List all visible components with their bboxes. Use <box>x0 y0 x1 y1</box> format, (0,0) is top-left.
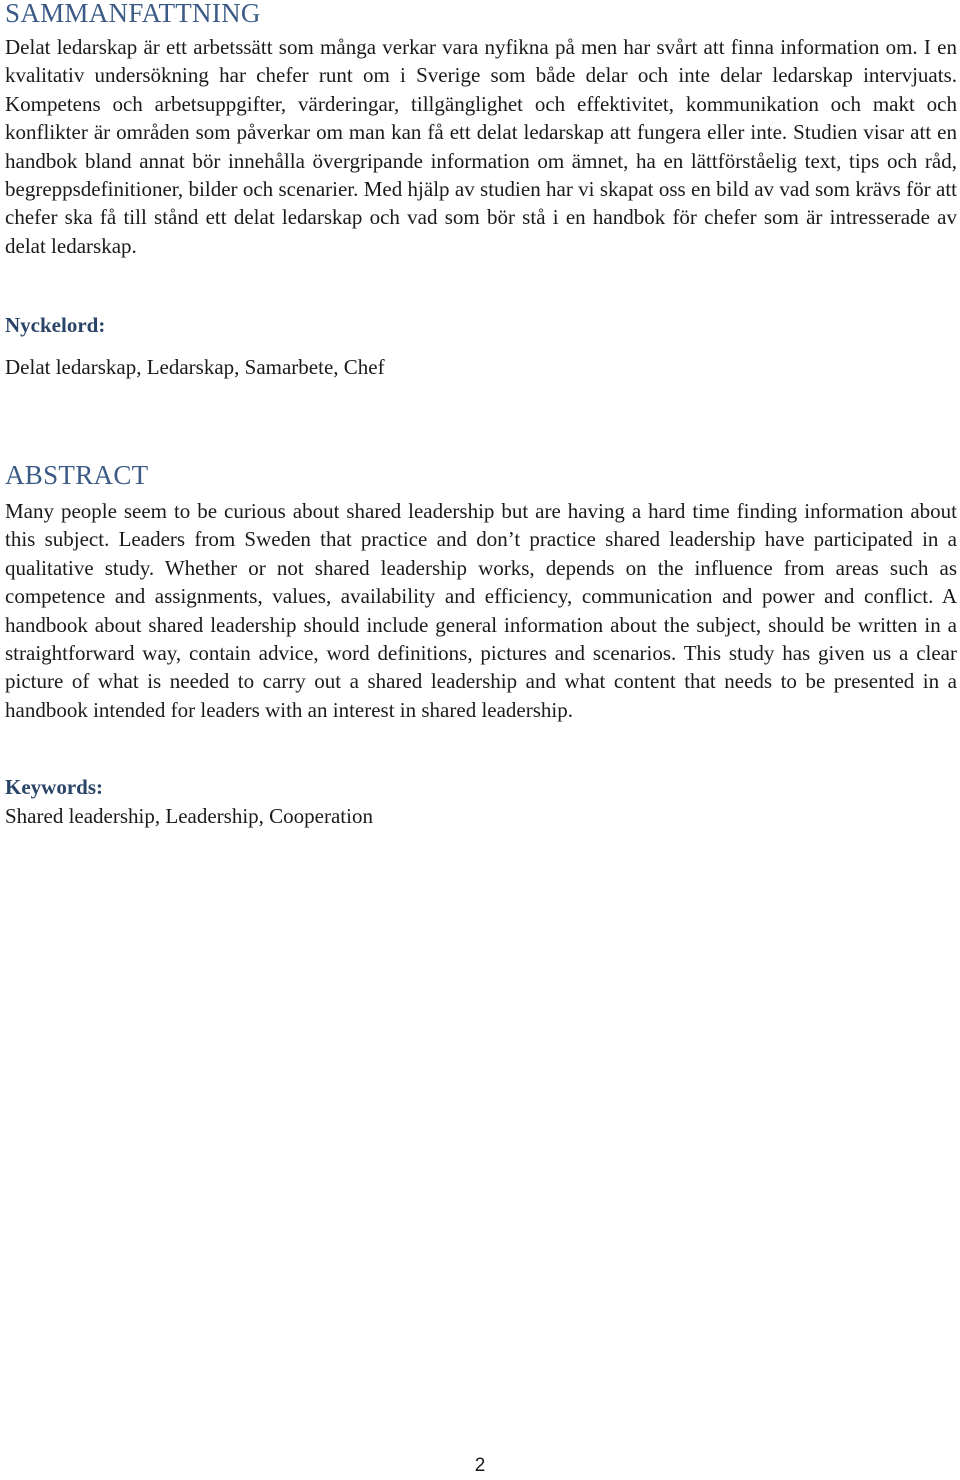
abstract-heading: ABSTRACT <box>5 460 149 490</box>
sammanfattning-paragraph: Delat ledarskap är ett arbetssätt som många verkar vara nyfikna på men har svårt att finna information om. I en kvalitativ undersökning har chefer runt om i Sverige som både delar och inte delar ledarskap intervjuats. Kompetens och arbetsuppgifter, värderingar, tillgänglighet och effektivitet, kommunikation och makt och konflikter är områden som påverkar om man kan få ett delat ledarskap att fungera eller inte. Studien visar att en handbok bland annat bör innehålla övergripande information om ämnet, ha en lättförståelig text, tips och råd, begreppsdefinitioner, bilder och scenarier. Med hjälp av studien har vi skapat oss en bild av vad som krävs för att chefer ska få till stånd ett delat ledarskap och vad som bör stå i en handbok för chefer som är intresserade av delat ledarskap. <box>5 35 957 258</box>
nyckelord-label: Nyckelord: <box>5 313 106 337</box>
keywords-label: Keywords: <box>5 775 103 799</box>
abstract-paragraph: Many people seem to be curious about shared leadership but are having a hard time finding information about this subject. Leaders from Sweden that practice and don’t practice shared leadership have participated in a qualitative study. Whether or not shared leadership works, depends on the influence from areas such as competence and assignments, values, availability and efficiency, communication and power and conflict. A handbook about shared leadership should include general information about the subject, should be written in a straightforward way, contain advice, word definitions, pictures and scenarios. This study has given us a clear picture of what is needed to carry out a shared leadership and what content that needs to be presented in a handbook intended for leaders with an interest in shared leadership. <box>5 499 957 722</box>
keywords-list: Shared leadership, Leadership, Cooperation <box>5 804 373 828</box>
nyckelord-list: Delat ledarskap, Ledarskap, Samarbete, Chef <box>5 355 385 379</box>
page-number: 2 <box>474 1455 486 1476</box>
sammanfattning-heading: SAMMANFATTNING <box>5 0 261 28</box>
